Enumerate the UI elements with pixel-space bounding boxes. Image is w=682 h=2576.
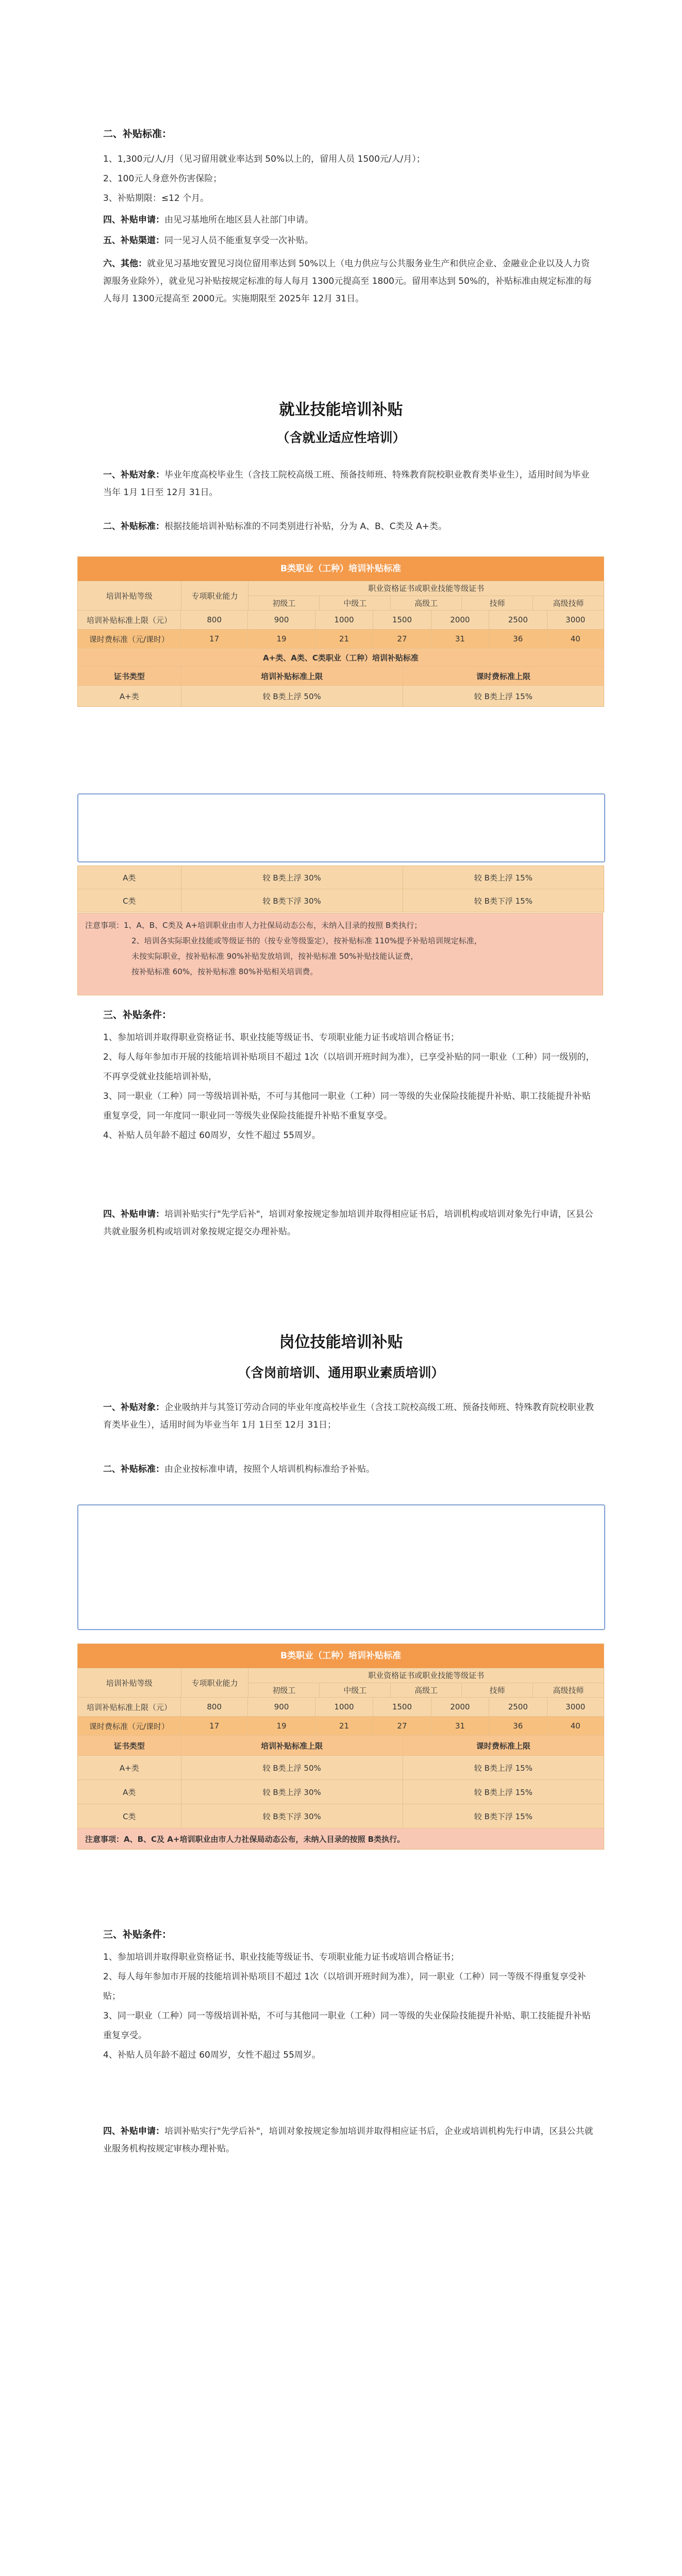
- table-row: [78, 1717, 604, 1736]
- intro-channel: [103, 232, 598, 249]
- section2-title: 岗位技能培训补贴: [279, 1333, 403, 1351]
- table-cell: A+类、A类、C类职业（工种）培训补贴标准: [263, 653, 419, 663]
- table-cell: 17: [181, 630, 248, 648]
- table-group-cell: [248, 1668, 604, 1697]
- list-item: 3、同一职业（工种）同一等级培训补贴，不可与其他同一职业（工种）同一等级的失业保险技能提升补贴、职工技能提升补贴重复享受。: [103, 2011, 591, 2041]
- table-cell: 培训补贴标准上限: [181, 1736, 403, 1755]
- intro-apply-text: 由见习基地所在地区县人社部门申请。: [164, 215, 313, 225]
- table-cell: 较 B类上浮 30%: [181, 1780, 403, 1804]
- table-cell: 40: [570, 1721, 580, 1731]
- list-item: 1、参加培训并取得职业资格证书、职业技能等级证书、专项职业能力证书或培训合格证书；: [103, 1032, 459, 1043]
- table-cell: 培训补贴标准上限（元）: [78, 1698, 181, 1716]
- table-cell: 31: [431, 1717, 489, 1735]
- section2-apply: [103, 2123, 598, 2158]
- table-cell: 1000: [315, 1698, 373, 1716]
- intro-channel-text: 同一见习人员不能重复享受一次补贴。: [164, 235, 313, 246]
- note-line: 2、培训各实际职业技能或等级证书的（按专业等级鉴定），按补贴标准 110%提予补贴培训规定标准，: [131, 936, 482, 945]
- table-cell: 证书类型: [78, 1736, 181, 1755]
- table-cell: 1000: [315, 611, 373, 629]
- table-row: [78, 1736, 604, 1756]
- table-row: [78, 1804, 604, 1828]
- table-cell: 职业资格证书或职业技能等级证书: [248, 1668, 604, 1683]
- table-cell: C类: [78, 889, 181, 912]
- table-cell: 课时费标准上限: [476, 1741, 530, 1751]
- intro-channel-label: 五、补贴渠道：: [103, 235, 164, 246]
- table-cell: A+类: [78, 686, 181, 706]
- table-cell: 较 B类上浮 30%: [181, 866, 403, 889]
- table-row: [78, 1756, 604, 1780]
- section1-table-continued: [77, 866, 604, 912]
- table-cell: 中级工: [320, 1683, 391, 1698]
- section1-standard-text: 根据技能培训补贴标准的不同类别进行补贴，分为 A、B、C类及 A+类。: [164, 521, 447, 532]
- table-cell: 2500: [489, 1698, 547, 1716]
- section1-table: [77, 556, 604, 707]
- section2-standard-label: 二、补贴标准：: [103, 1464, 164, 1475]
- section2-conditions: [103, 1947, 598, 2065]
- table-cell: 专项职业能力: [181, 581, 249, 610]
- table-cell: 较 B类下浮 15%: [474, 1811, 533, 1821]
- section1-table-notes: [77, 913, 603, 995]
- table-cell: 19: [248, 1717, 315, 1735]
- table-cell: 课时费标准（元/课时）: [78, 1717, 181, 1735]
- table-row: [78, 581, 604, 611]
- table-cell: 2000: [431, 611, 489, 629]
- table-row: [78, 1698, 604, 1717]
- table-cell: 中级工: [320, 596, 391, 611]
- table-cell: 36: [489, 1717, 547, 1735]
- table-group-cell: [248, 581, 604, 610]
- table-cell: 证书类型: [78, 667, 181, 685]
- table-cell: 职业资格证书或职业技能等级证书: [248, 581, 604, 596]
- table-cell: 较 B类下浮 15%: [474, 896, 533, 906]
- section1-conditions-label: 三、补贴条件：: [103, 1009, 172, 1021]
- table-cell: 课时费标准上限: [476, 671, 530, 681]
- list-item: 2、每人每年参加市开展的技能培训补贴项目不超过 1次（以培训开班时间为准），已享受补贴的同一职业（工种）同一级别的，不再享受就业技能培训补贴，: [103, 1052, 595, 1082]
- table-row: [78, 611, 604, 630]
- section1-apply-text: 培训补贴实行"先学后补"，培训对象按规定参加培训并取得相应证书后，培训机构或培训对象先行申请，区县公共就业服务机构或培训对象按规定提交办理补贴。: [103, 1209, 593, 1237]
- table-cell: 21: [315, 1717, 373, 1735]
- table-cell: 3000: [565, 615, 586, 624]
- table-row: [78, 889, 604, 912]
- table-cell: 较 B类上浮 50%: [181, 686, 403, 706]
- table-row: [78, 866, 604, 889]
- section1-objects-label: 一、补贴对象：: [103, 470, 164, 480]
- list-item: 1、1,300元/人/月（见习留用就业率达到 50%以上的，留用人员 1500元/人/月）；: [103, 154, 425, 164]
- table-cell: 较 B类下浮 30%: [181, 1804, 403, 1828]
- intro-other-text: 就业见习基地安置见习岗位留用率达到 50%以上（电力供应与公共服务业生产和供应企业、金融业企业以及人力资源服务业除外），就业见习补贴按规定标准的每人每月 1300元提高至 1800元。留用率达到 50%的，补贴标准由规定标准的每人每月 1300元提高至 2000元。实施期限至 2025年 12月 31日。: [103, 259, 592, 304]
- table-cell: 800: [181, 1698, 248, 1716]
- section1-apply: [103, 1206, 598, 1241]
- section1-apply-label: 四、补贴申请：: [103, 1209, 164, 1219]
- list-item: 1、参加培训并取得职业资格证书、职业技能等级证书、专项职业能力证书或培训合格证书；: [103, 1952, 459, 1962]
- list-item: 3、同一职业（工种）同一等级培训补贴，不可与其他同一职业（工种）同一等级的失业保险技能提升补贴、职工技能提升补贴重复享受，同一年度同一职业同一等级失业保险技能提升补贴不重复享受。: [103, 1091, 591, 1121]
- table-cell: 较 B类上浮 15%: [474, 1787, 533, 1797]
- table-note-text: 注意事项：A、B、C及 A+培训职业由市人力社保局动态公布，未纳入目录的按照 B类执行。: [85, 1834, 405, 1844]
- table-cell: 800: [181, 611, 248, 629]
- section2-apply-text: 培训补贴实行"先学后补"，培训对象按规定参加培训并取得相应证书后，企业或培训机构先行申请，区县公共就业服务机构按规定审核办理补贴。: [103, 2126, 593, 2154]
- section2-subtitle: （含岗前培训、通用职业素质培训）: [238, 1365, 444, 1380]
- table-cell: 31: [431, 630, 489, 648]
- table-subrow: [248, 1683, 604, 1698]
- table-cell: 27: [373, 630, 431, 648]
- section2-conditions-label: 三、补贴条件：: [103, 1929, 172, 1940]
- table-subheader: [78, 649, 604, 667]
- table-cell: 高级工: [391, 1683, 462, 1698]
- table-cell: 高级技师: [553, 598, 584, 608]
- table-cell: 19: [248, 630, 315, 648]
- table-cell: 培训补贴标准上限（元）: [78, 611, 181, 629]
- section1-standard-label: 二、补贴标准：: [103, 521, 164, 532]
- table-row: [78, 1780, 604, 1804]
- intro-apply-label: 四、补贴申请：: [103, 215, 164, 225]
- intro-standard-title: 二、补贴标准：: [103, 128, 172, 140]
- section2-objects-text: 企业吸纳并与其签订劳动合同的毕业年度高校毕业生（含技工院校高级工班、预备技师班、特殊教育院校职业教育类毕业生），适用时间为毕业当年 1月 1日至 12月 31日；: [103, 1402, 594, 1430]
- section2-objects-label: 一、补贴对象：: [103, 1402, 164, 1413]
- table-cell: C类: [78, 1804, 181, 1828]
- list-item: 2、100元人身意外伤害保险；: [103, 174, 222, 184]
- table-cell: 36: [489, 630, 547, 648]
- list-item: 2、每人每年参加市开展的技能培训补贴项目不超过 1次（以培训开班时间为准），同一职业（工种）同一等级不得重复享受补贴；: [103, 1972, 586, 2002]
- table-cell: 较 B类下浮 30%: [181, 889, 403, 912]
- table-cell: 培训补贴等级: [78, 581, 181, 610]
- blank-frame: [77, 1504, 605, 1630]
- table-cell: 高级技师: [553, 1685, 584, 1695]
- note-line: 按补贴标准 60%，按补贴标准 80%补贴相关培训费。: [131, 967, 318, 976]
- table-cell: 900: [248, 611, 315, 629]
- section2-table: [77, 1643, 604, 1850]
- intro-other-label: 六、其他：: [103, 259, 147, 269]
- note-line: 注意事项：1、A、B、C类及 A+培训职业由市人力社保局动态公布，未纳入目录的按照 B类执行；: [85, 921, 422, 930]
- table-cell: 1500: [373, 1698, 431, 1716]
- table-cell: 初级工: [248, 1683, 320, 1698]
- table-header: B类职业（工种）培训补贴标准: [78, 557, 604, 581]
- table-cell: 17: [181, 1717, 248, 1735]
- table-cell: 40: [570, 634, 580, 643]
- table-row: [78, 686, 604, 706]
- table-cell: 课时费标准（元/课时）: [78, 630, 181, 648]
- table-subrow: [248, 596, 604, 611]
- list-item: 4、补贴人员年龄不超过 60周岁，女性不超过 55周岁。: [103, 2050, 321, 2060]
- section2-standard: [103, 1461, 598, 1478]
- note-line: 未按实际职业，按补贴标准 90%补贴发放培训，按补贴标准 50%补贴技能认证费，: [131, 952, 419, 961]
- intro-other: [103, 255, 598, 308]
- intro-apply: [103, 211, 598, 229]
- table-row: [78, 630, 604, 649]
- section1-title: 就业技能培训补贴: [279, 401, 403, 419]
- table-cell: 技师: [462, 1683, 533, 1698]
- section1-objects-text: 毕业年度高校毕业生（含技工院校高级工班、预备技师班、特殊教育院校职业教育类毕业生），适用时间为毕业当年 1月 1日至 12月 31日。: [103, 470, 590, 498]
- table-cell: 1500: [373, 611, 431, 629]
- table-cell: 较 B类上浮 50%: [181, 1756, 403, 1780]
- table-cell: A类: [78, 1780, 181, 1804]
- table-cell: 900: [248, 1698, 315, 1716]
- table-cell: 初级工: [248, 596, 320, 611]
- table-cell: 专项职业能力: [181, 1668, 249, 1697]
- table-cell: 21: [315, 630, 373, 648]
- table-row: [78, 667, 604, 686]
- intro-standard-list: [103, 149, 598, 208]
- table-cell: 技师: [462, 596, 533, 611]
- table-cell: 2000: [431, 1698, 489, 1716]
- list-item: 4、补贴人员年龄不超过 60周岁，女性不超过 55周岁。: [103, 1130, 321, 1141]
- table-cell: A+类: [78, 1756, 181, 1780]
- blank-frame: [77, 793, 605, 862]
- table-cell: 培训补贴等级: [78, 1668, 181, 1697]
- table-cell: A类: [78, 866, 181, 889]
- table-cell: 培训补贴标准上限: [181, 667, 403, 685]
- table-cell: 2500: [489, 611, 547, 629]
- table-cell: 高级工: [391, 596, 462, 611]
- list-item: 3、补贴期限：≤12 个月。: [103, 193, 209, 204]
- section1-subtitle: （含就业适应性培训）: [276, 430, 406, 445]
- section1-objects: [103, 466, 598, 501]
- table-cell: 较 B类上浮 15%: [474, 873, 533, 883]
- section2-standard-text: 由企业按标准申请，按照个人培训机构标准给予补贴。: [164, 1464, 375, 1475]
- section2-apply-label: 四、补贴申请：: [103, 2126, 164, 2137]
- table-cell: 3000: [565, 1702, 586, 1711]
- section1-conditions: [103, 1028, 598, 1145]
- table-cell: 27: [373, 1717, 431, 1735]
- section1-standard: [103, 518, 598, 535]
- section2-objects: [103, 1399, 598, 1434]
- table-row: [78, 1668, 604, 1698]
- table-cell: 较 B类上浮 15%: [474, 1763, 533, 1773]
- table-note: [78, 1828, 604, 1849]
- table-cell: 较 B类上浮 15%: [474, 691, 533, 701]
- table-header: B类职业（工种）培训补贴标准: [78, 1644, 604, 1668]
